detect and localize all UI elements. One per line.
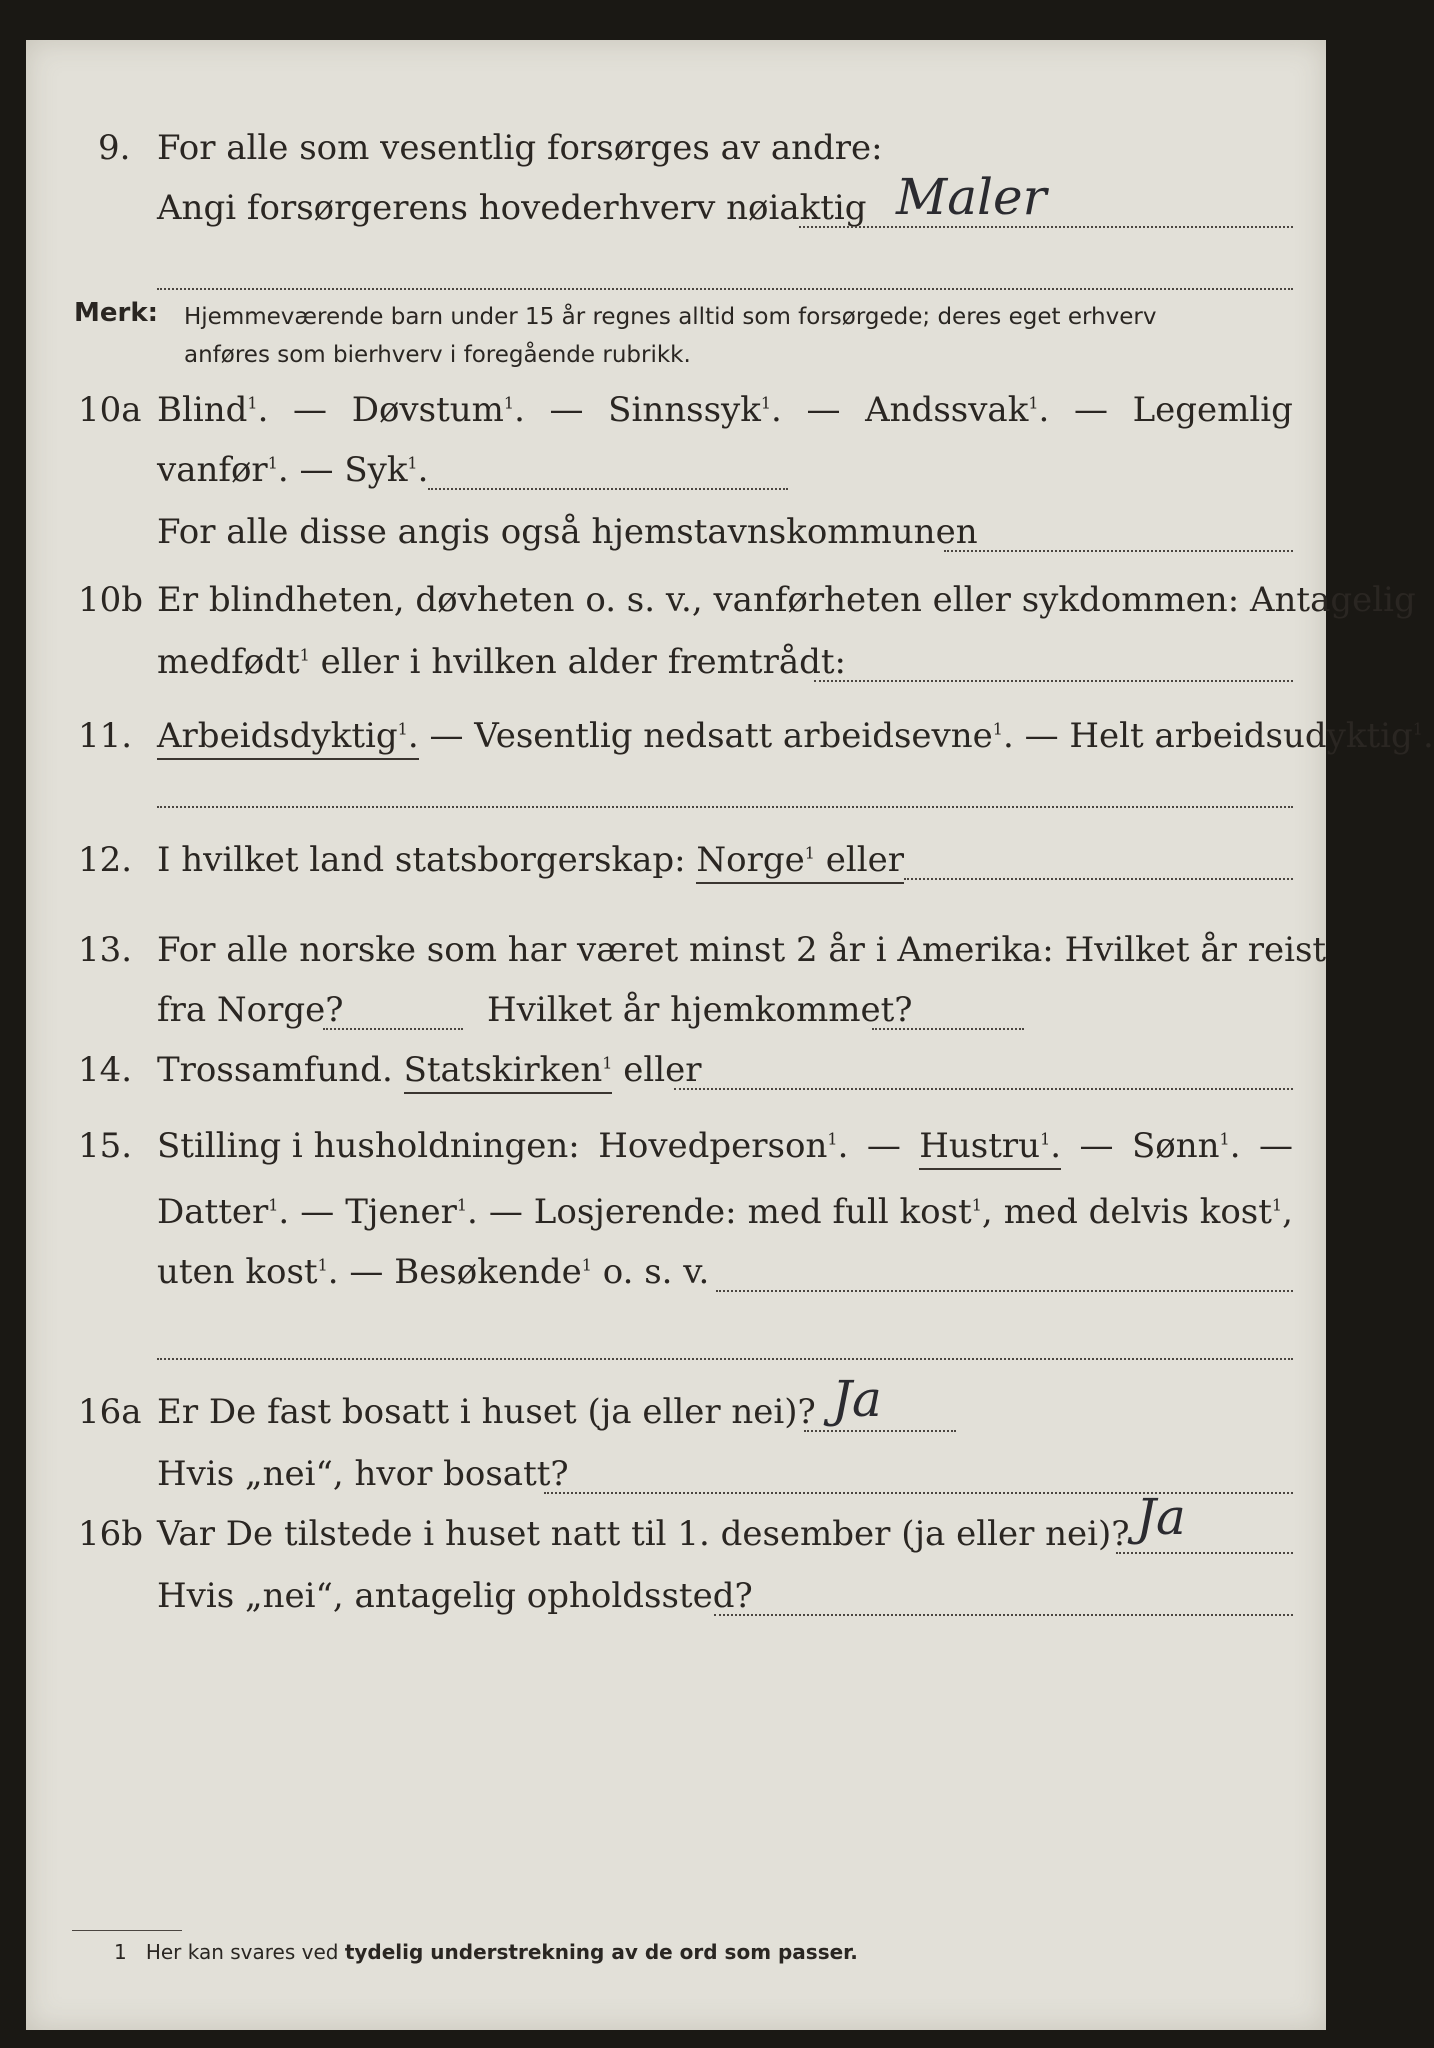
q12-number: 12. xyxy=(78,840,133,880)
option-sinnssyk: Sinnssyk$^1$. xyxy=(608,390,782,430)
q10a-number: 10a xyxy=(78,390,142,430)
option-andssvak: Andssvak$^1$. xyxy=(865,390,1050,430)
q14-line1: Trossamfund. Statskirken$^1$ eller xyxy=(157,1050,702,1090)
footnote: 1 Her kan svares ved tydelig understrekning av de ord som passer. xyxy=(114,1940,858,1964)
option-dovstum: Døvstum$^1$. xyxy=(351,390,525,430)
option-vanfor: vanfør$^1$. xyxy=(157,450,289,490)
q16b-answer-line xyxy=(1116,1552,1293,1554)
q11-extra-line xyxy=(157,806,1293,808)
q12-answer-line xyxy=(904,878,1293,880)
q16a-answer-line xyxy=(804,1430,956,1432)
q11-line1: Arbeidsdyktig$^1$. — Vesentlig nedsatt arbeidsevne$^1$. — Helt arbeidsudyktig$^1$. xyxy=(157,716,1434,756)
q16b-line2: Hvis „nei“, antagelig opholdssted? xyxy=(157,1576,753,1616)
q10a-answer-line xyxy=(428,488,788,490)
q10a-line3: For alle disse angis også hjemstavnskommunen xyxy=(157,512,978,552)
q10b-answer-line xyxy=(814,680,1293,682)
q15-line1: Stilling i husholdningen: Hovedperson$^1$. — Hustru$^1$. — Sønn$^1$. — xyxy=(157,1126,1293,1170)
q14-number: 14. xyxy=(78,1050,133,1090)
option-arbeidsdyktig-underlined: Arbeidsdyktig$^1$. xyxy=(157,716,419,760)
q16b-opholdssted-line xyxy=(714,1614,1293,1616)
option-syk: Syk$^1$. xyxy=(344,450,429,490)
q13-number: 13. xyxy=(78,930,133,970)
merk-line1: Hjemmeværende barn under 15 år regnes alltid som forsørgede; deres eget erhverv xyxy=(184,304,1157,330)
footnote-rule xyxy=(72,1930,182,1931)
q15-answer-line xyxy=(716,1290,1293,1292)
q10b-line1: Er blindheten, døvheten o. s. v., vanførheten eller sykdommen: Antagelig xyxy=(157,580,1416,620)
q9-handwritten-answer: Maler xyxy=(896,168,1047,226)
q13-reist-label: fra Norge? xyxy=(157,990,344,1030)
q16b-handwritten-answer: Ja xyxy=(1136,1488,1186,1546)
q10b-number: 10b xyxy=(78,580,144,620)
q9-answer-line xyxy=(799,226,1293,228)
census-form-page xyxy=(26,40,1434,2030)
q9-extra-line xyxy=(157,288,1293,290)
q15-number: 15. xyxy=(78,1126,133,1166)
q14-answer-line xyxy=(674,1088,1293,1090)
q16a-line1: Er De fast bosatt i huset (ja eller nei)? xyxy=(157,1392,816,1432)
option-statskirken-underlined: Statskirken$^1$ xyxy=(404,1050,613,1094)
merk-label: Merk: xyxy=(74,298,159,328)
q13-hjemkommet-line xyxy=(872,1028,1024,1030)
q15-line2: Datter$^1$. — Tjener$^1$. — Losjerende: med full kost$^1$, med delvis kost$^1$, xyxy=(157,1192,1293,1232)
q9-line2: Angi forsørgerens hovederhverv nøiaktig xyxy=(157,188,867,228)
q10a-line2: vanfør$^1$. — Syk$^1$. xyxy=(157,450,429,490)
option-norge-underlined: Norge$^1$ eller xyxy=(696,840,904,884)
q16a-line2: Hvis „nei“, hvor bosatt? xyxy=(157,1454,569,1494)
option-legemlig: Legemlig xyxy=(1132,390,1293,430)
q16b-line1: Var De tilstede i huset natt til 1. desember (ja eller nei)? xyxy=(157,1514,1130,1554)
option-blind: Blind$^1$. xyxy=(157,390,269,430)
q16b-number: 16b xyxy=(78,1514,144,1554)
merk-line2: anføres som bierhverv i foregående rubrikk. xyxy=(184,342,691,368)
q15-line3: uten kost$^1$. — Besøkende$^1$ o. s. v. xyxy=(157,1252,710,1292)
q10a-line1: Blind$^1$. — Døvstum$^1$. — Sinnssyk$^1$. — Andssvak$^1$. — Legemlig xyxy=(157,390,1293,430)
q9-number: 9. xyxy=(98,128,131,168)
q16a-number: 16a xyxy=(78,1392,142,1432)
q16a-handwritten-answer: Ja xyxy=(832,1370,882,1428)
q11-number: 11. xyxy=(78,716,133,756)
q10a-hjemstavn-line xyxy=(944,550,1293,552)
q13-reist-line xyxy=(323,1028,463,1030)
q12-line1: I hvilket land statsborgerskap: Norge$^1$ eller xyxy=(157,840,904,880)
q15-extra-line xyxy=(157,1358,1293,1360)
q13-hjemkommet-label: Hvilket år hjemkommet? xyxy=(487,990,913,1030)
q10b-line2: medfødt$^1$ eller i hvilken alder fremtrådt: xyxy=(157,642,846,682)
q9-line1: For alle som vesentlig forsørges av andre: xyxy=(157,128,883,168)
option-hustru-underlined: Hustru$^1$. xyxy=(919,1126,1061,1170)
q13-line1: For alle norske som har været minst 2 år i Amerika: Hvilket år reist xyxy=(157,930,1327,970)
